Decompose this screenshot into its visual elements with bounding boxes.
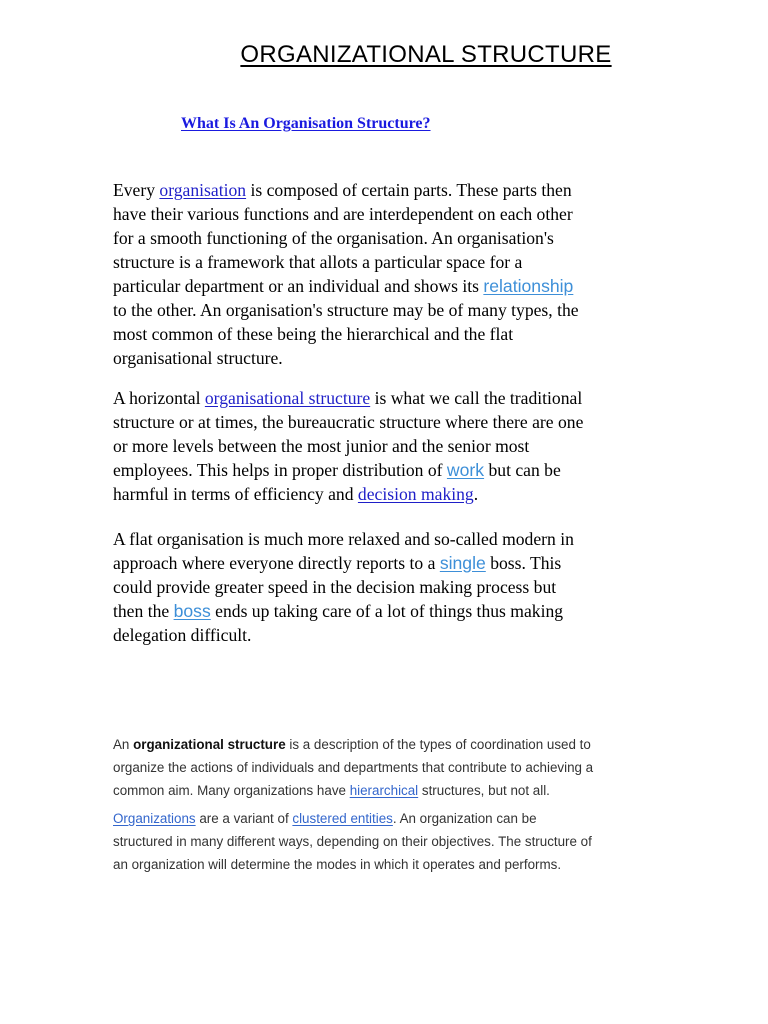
- text-line: A horizontal organisational structure is what we call the traditional: [113, 388, 583, 408]
- text-line: structure is a framework that allots a particular space for a: [113, 252, 523, 272]
- text-line: Organizations are a variant of clustered entities. An organization can be: [113, 811, 537, 826]
- text-line: an organization will determine the modes in which it operates and performs.: [113, 857, 562, 872]
- link-decision-making[interactable]: decision making: [357, 484, 474, 504]
- text-line: delegation difficult.: [113, 625, 252, 645]
- text-line: organisational structure.: [113, 348, 283, 368]
- text-line: for a smooth functioning of the organisation. An organisation's: [113, 228, 554, 248]
- link-organizations[interactable]: Organizations: [113, 811, 196, 826]
- link-boss[interactable]: boss: [173, 601, 211, 621]
- text-line: employees. This helps in proper distribution of work but can be: [113, 460, 561, 480]
- link-organisational-structure[interactable]: organisational structure: [204, 388, 371, 408]
- text-line: An organizational structure is a description of the types of coordination used to: [113, 737, 591, 752]
- text-line: A flat organisation is much more relaxed and so-called modern in: [113, 529, 574, 549]
- link-organisation[interactable]: organisation: [159, 180, 247, 200]
- text-line: Every organisation is composed of certain parts. These parts then: [113, 180, 572, 200]
- text-line: particular department or an individual and shows its relationship: [113, 276, 574, 296]
- text-line: could provide greater speed in the decision making process but: [113, 577, 557, 597]
- paragraph-horizontal: [113, 386, 643, 506]
- paragraph-intro: [113, 178, 643, 370]
- link-relationship[interactable]: relationship: [483, 276, 574, 296]
- link-work[interactable]: work: [446, 460, 485, 480]
- text-line: then the boss ends up taking care of a lot of things thus making: [113, 601, 564, 621]
- text-line: harmful in terms of efficiency and decision making.: [113, 484, 479, 504]
- paragraph-definition: [113, 733, 673, 802]
- page-title: ORGANIZATIONAL STRUCTURE: [240, 41, 612, 68]
- text-line: or more levels between the most junior and the senior most: [113, 436, 530, 456]
- text-line: have their various functions and are interdependent on each other: [113, 204, 573, 224]
- text-line: common aim. Many organizations have hierarchical structures, but not all.: [113, 783, 550, 798]
- text-line: structure or at times, the bureaucratic structure where there are one: [113, 412, 584, 432]
- paragraph-flat: [113, 527, 643, 647]
- link-clustered-entities[interactable]: clustered entities: [292, 811, 393, 826]
- subtitle-link[interactable]: What Is An Organisation Structure?: [181, 115, 431, 132]
- link-hierarchical[interactable]: hierarchical: [349, 783, 419, 798]
- link-single[interactable]: single: [439, 553, 486, 573]
- bold-term: organizational structure: [133, 737, 286, 752]
- text-line: most common of these being the hierarchical and the flat: [113, 324, 514, 344]
- text-line: to the other. An organisation's structure may be of many types, the: [113, 300, 579, 320]
- paragraph-organizations: [113, 807, 673, 876]
- text-line: structured in many different ways, depending on their objectives. The structure of: [113, 834, 592, 849]
- text-line: organize the actions of individuals and departments that contribute to achieving a: [113, 760, 594, 775]
- text-line: approach where everyone directly reports to a single boss. This: [113, 553, 562, 573]
